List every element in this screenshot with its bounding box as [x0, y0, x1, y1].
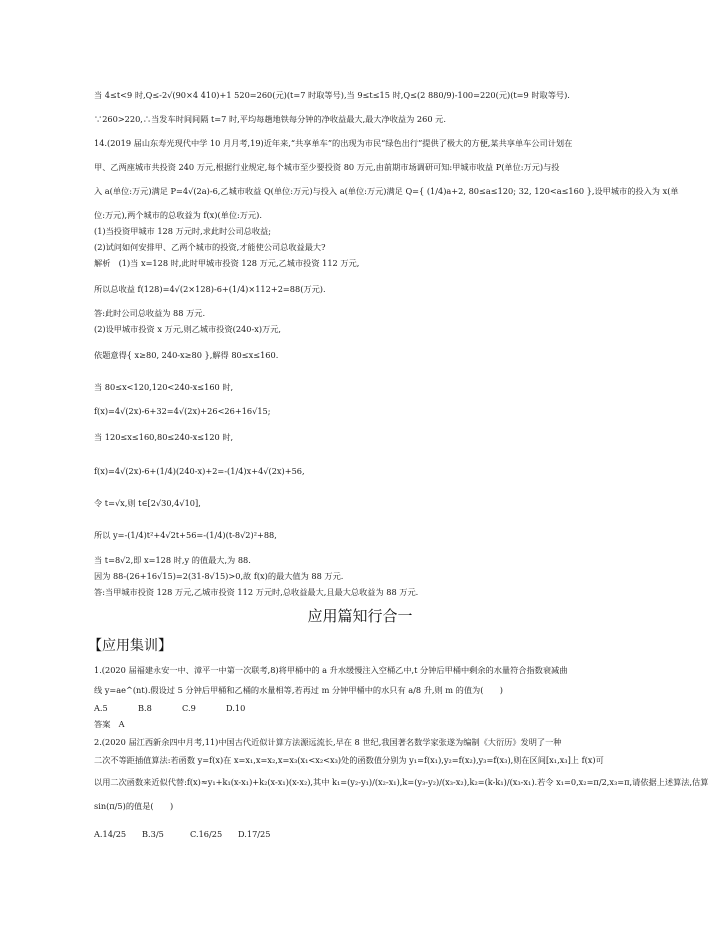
q2-line: 2.(2020 届江西新余四中月考,11)中国古代近似计算方法源远流长,早在 8 世纪,我国著名数学家张遂为编制《大衍历》发明了一种 — [94, 737, 562, 747]
q2-line: sin(π/5)的值是( ) — [94, 801, 174, 811]
text-line: (2)设甲城市投资 x 万元,则乙城市投资(240-x)万元, — [94, 324, 282, 334]
text-line: 当 4≤t<9 时,Q≤-2√(90×4 410)+1 520=260(元)(t=7 时取等号),当 9≤t≤15 时,Q≤(2 880/9)-100=220(元)(t=9 时取等号). — [94, 90, 570, 100]
final-answer-line: 答:当甲城市投资 128 万元,乙城市投资 112 万元时,总收益最大,且最大总收益为 88 万元. — [94, 587, 419, 597]
text-line: f(x)=4√(2x)-6+32=4√(2x)+26<26+16√15; — [94, 406, 271, 416]
q2-options — [94, 828, 286, 840]
q2-line: 以用二次函数来近似代替:f(x)≈y₁+k₁(x-x₁)+k₂(x-x₁)(x-x₂),其中 k₁=(y₂-y₁)/(x₂-x₁),k=(y₃-y₂)/(x₃-x₂),k₂=(k-k₁)/(x₃-x₁).若令 x₁=0,x₂=π/2,x₃=π,请依据上述算法,估算 — [94, 777, 709, 787]
q1-line: 线 y=ae^(nt).假设过 5 分钟后甲桶和乙桶的水量相等,若再过 m 分钟甲桶中的水只有 a/8 升,则 m 的值为( ) — [94, 685, 503, 695]
chapter-heading: 应用篇知行合一 — [307, 607, 413, 625]
text-line: 当 t=8√2,即 x=128 时,y 的值最大,为 88. — [94, 555, 251, 565]
text-line: 入 a(单位:万元)满足 P=4√(2a)-6,乙城市收益 Q(单位:万元)与投入 a(单位:万元)满足 Q={ (1/4)a+2, 80≤a≤120; 32, 120<a≤160 },设甲城市的投入为 x(单 — [94, 186, 679, 196]
q1-option-a: A.5 — [94, 703, 108, 713]
subquestion-2: (2)试问如何安排甲、乙两个城市的投资,才能使公司总收益最大? — [94, 242, 326, 252]
q1-options — [94, 702, 270, 714]
text-line: 甲、乙两座城市共投资 240 万元,根据行业规定,每个城市至少要投资 80 万元,由前期市场调研可知:甲城市收益 P(单位:万元)与投 — [94, 162, 560, 172]
text-line: 答:此时公司总收益为 88 万元. — [94, 308, 206, 318]
text-line: 依题意得{ x≥80, 240-x≥80 },解得 80≤x≤160. — [94, 350, 279, 360]
q2-option-a: A.14/25 — [94, 829, 127, 839]
q1-line: 1.(2020 届福建永安一中、漳平一中第一次联考,8)将甲桶中的 a 升水缓慢注入空桶乙中,t 分钟后甲桶中剩余的水量符合指数衰减曲 — [94, 665, 568, 675]
section-title: 【应用集训】 — [88, 638, 172, 654]
text-line: 所以 y=-(1/4)t²+4√2t+56=-(1/4)(t-8√2)²+88, — [94, 530, 277, 540]
q1-option-b: B.8 — [138, 703, 152, 713]
text-line: 当 120≤x≤160,80≤240-x≤120 时, — [94, 432, 234, 442]
text-line: 当 80≤x<120,120<240-x≤160 时, — [94, 382, 234, 392]
q1-answer: 答案 A — [94, 719, 125, 729]
q2-option-d: D.17/25 — [238, 829, 271, 839]
q2-line: 二次不等距插值算法:若函数 y=f(x)在 x=x₁,x=x₂,x=x₃(x₁<x₂<x₃)处的函数值分别为 y₁=f(x₁),y₂=f(x₂),y₃=f(x₃),则在区间[x₁,x₃]上 f(x)可 — [94, 755, 604, 765]
text-line: 因为 88-(26+16√15)=2(31-8√15)>0,故 f(x)的最大值为 88 万元. — [94, 571, 344, 581]
q1-option-c: C.9 — [182, 703, 196, 713]
text-line: ∵260>220,∴当发车时间间隔 t=7 时,平均每趟地铁每分钟的净收益最大,最大净收益为 260 元. — [94, 114, 446, 124]
q2-option-b: B.3/5 — [142, 829, 164, 839]
text-line: 位:万元),两个城市的总收益为 f(x)(单位:万元). — [94, 210, 262, 220]
q1-option-d: D.10 — [226, 703, 246, 713]
subquestion-1: (1)当投资甲城市 128 万元时,求此时公司总收益; — [94, 226, 271, 236]
solution-start: 解析 (1)当 x=128 时,此时甲城市投资 128 万元,乙城市投资 112 万元, — [94, 258, 360, 268]
q2-option-c: C.16/25 — [190, 829, 223, 839]
text-line: 所以总收益 f(128)=4√(2×128)-6+(1/4)×112+2=88(万元). — [94, 284, 326, 294]
problem-14-intro: 14.(2019 届山东寿光现代中学 10 月月考,19)近年来,“共享单车”的出现为市民“绿色出行”提供了极大的方便,某共享单车公司计划在 — [94, 138, 573, 148]
text-line: 令 t=√x,则 t∈[2√30,4√10], — [94, 498, 201, 508]
text-line: f(x)=4√(2x)-6+(1/4)(240-x)+2=-(1/4)x+4√(2x)+56, — [94, 466, 305, 476]
